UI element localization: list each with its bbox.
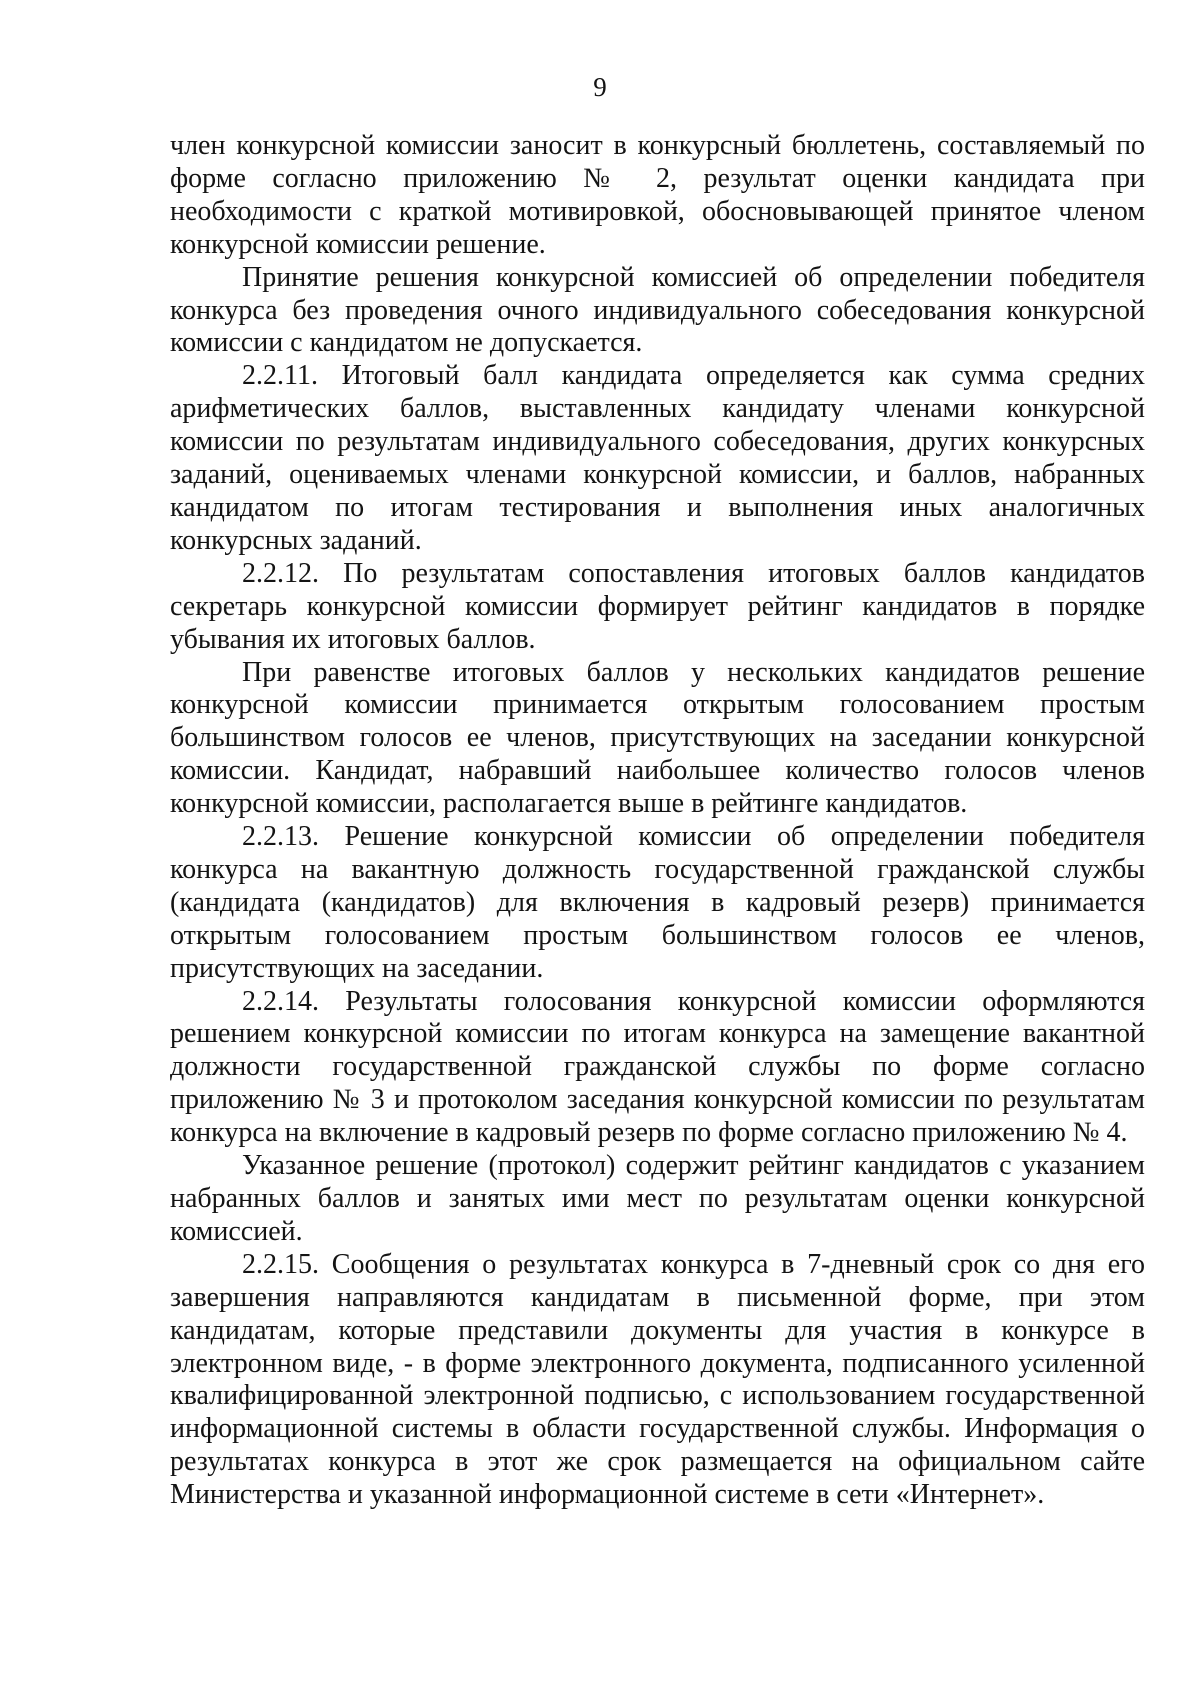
paragraph-decision-rating: Указанное решение (протокол) содержит рейтинг кандидатов с указанием набранных баллов и занятых ими мест по результатам оценки конкурсной комиссией. xyxy=(170,1150,1145,1247)
paragraph-interview-required: Принятие решения конкурсной комиссией об определении победителя конкурса без проведения очного индивидуального собеседования конкурсной комиссии с кандидатом не допускается. xyxy=(170,261,1145,359)
paragraph-continuation: член конкурсной комиссии заносит в конкурсный бюллетень, составляемый по форме согласно приложению № 2, результат оценки кандидата при необходимости с краткой мотивировкой, обосновывающей принятое членом конкурсной комиссии решение. xyxy=(170,130,1145,260)
paragraph-2-2-12: 2.2.12. По результатам сопоставления итоговых баллов кандидатов секретарь конкурсной комиссии формирует рейтинг кандидатов в порядке убывания их итоговых баллов. xyxy=(170,557,1145,655)
paragraph-2-2-14: 2.2.14. Результаты голосования конкурсной комиссии оформляются решением конкурсной комиссии по итогам конкурса на замещение вакантной должности государственной гражданской службы по форме согласно приложению № 3 и протоколом заседания конкурсной комиссии по результатам конкурса на включение в кадровый резерв по форме согласно приложению № 4. xyxy=(170,985,1145,1149)
paragraph-2-2-13: 2.2.13. Решение конкурсной комиссии об определении победителя конкурса на вакантную должность государственной гражданской службы (кандидата (кандидатов) для включения в кадровый резерв) принимается открытым голосованием простым большинством голосов ее членов, присутствующих на заседании. xyxy=(170,821,1145,984)
document-body xyxy=(170,130,1145,1512)
paragraph-2-2-15: 2.2.15. Сообщения о результатах конкурса в 7-дневный срок со дня его завершения направляются кандидатам в письменной форме, при этом кандидатам, которые представили документы для участия в конкурсе в электронном виде, - в форме электронного документа, подписанного усиленной квалифицированной электронной подписью, с использованием государственной информационной системы в области государственной службы. Информация о результатах конкурса в этот же срок размещается на официальном сайте Министерства и указанной информационной системе в сети «Интернет». xyxy=(170,1248,1145,1511)
paragraph-equal-scores: При равенстве итоговых баллов у нескольких кандидатов решение конкурсной комиссии принимается открытым голосованием простым большинством голосов ее членов, присутствующих на заседании конкурсной комиссии. Кандидат, набравший наибольшее количество голосов членов конкурсной комиссии, располагается выше в рейтинге кандидатов. xyxy=(170,656,1145,820)
paragraph-2-2-11: 2.2.11. Итоговый балл кандидата определяется как сумма средних арифметических баллов, выставленных кандидату членами конкурсной комиссии по результатам индивидуального собеседования, других конкурсных заданий, оцениваемых членами конкурсной комиссии, и баллов, набранных кандидатом по итогам тестирования и выполнения иных аналогичных конкурсных заданий. xyxy=(170,360,1145,556)
page-number: 9 xyxy=(593,72,607,102)
